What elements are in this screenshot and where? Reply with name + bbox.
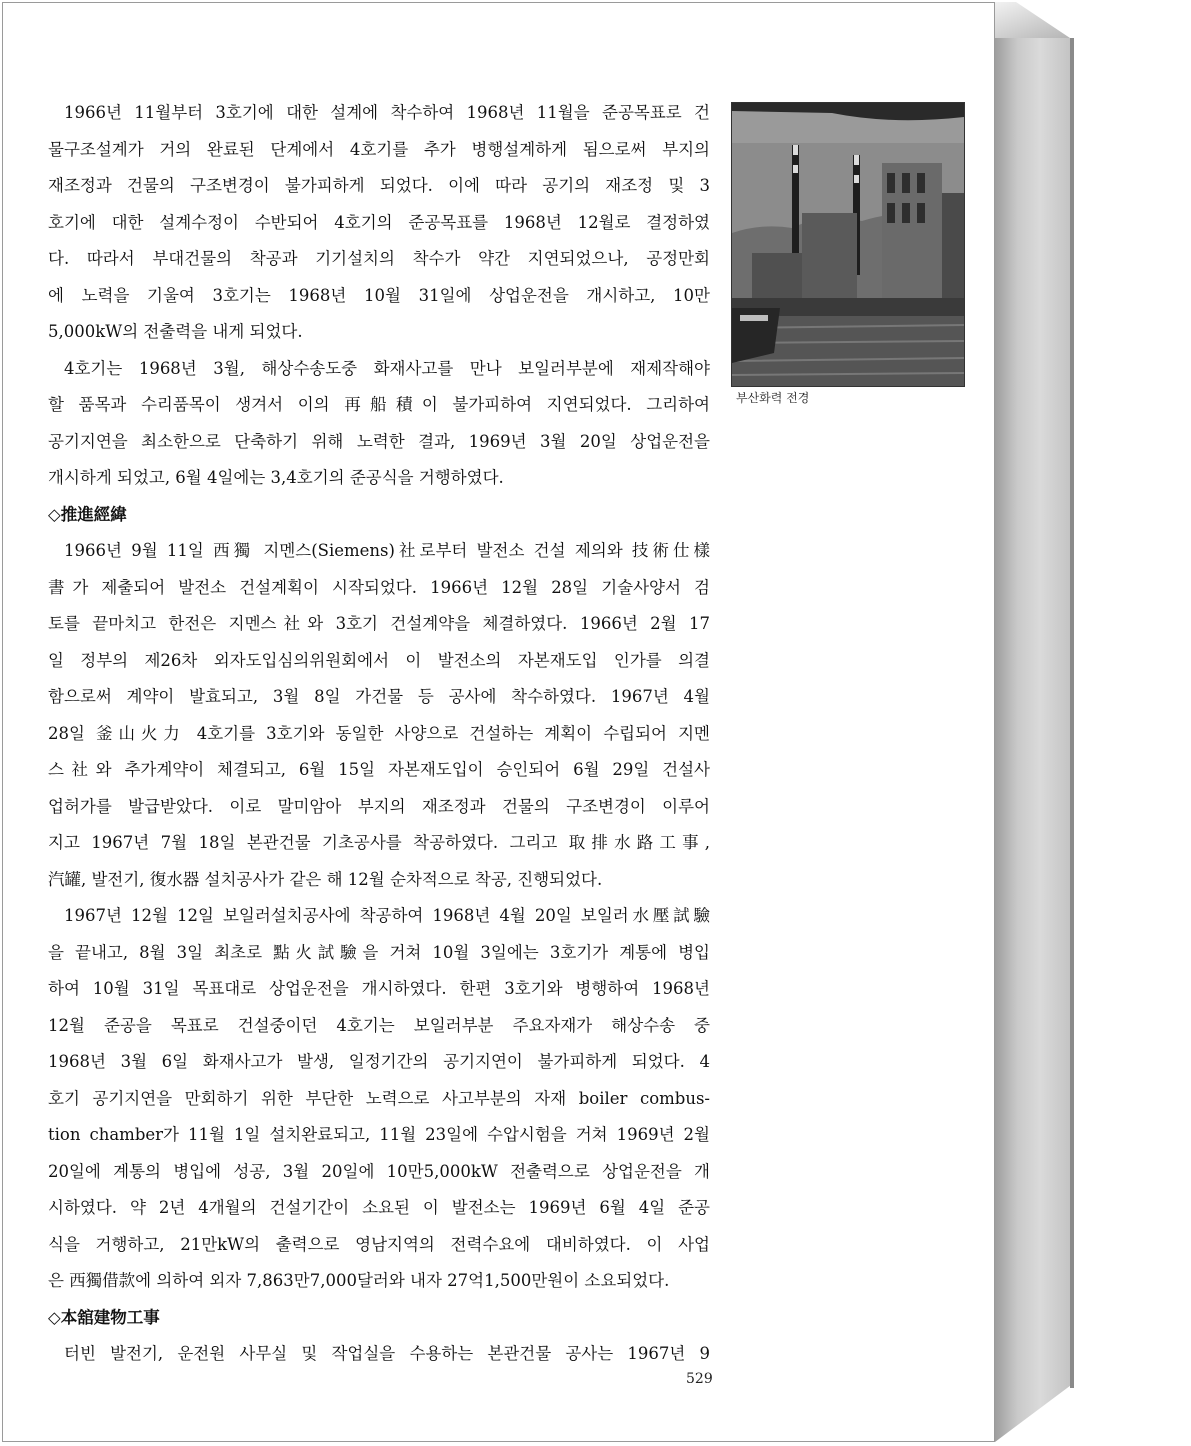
- text-line: 20일에 계통의 병입에 성공, 3월 20일에 10만5,000kW 전출력으로 상업운전을 개: [48, 1161, 710, 1181]
- section-heading: ◇本舘建物工事: [48, 1307, 160, 1327]
- text-line: 汽罐, 발전기, 復水器 설치공사가 같은 해 12월 순차적으로 착공, 진행되었다.: [48, 869, 603, 889]
- text-line: 은 西獨借款에 의하여 외자 7,863만7,000달러와 내자 27억1,500만원이 소요되었다.: [48, 1271, 670, 1290]
- text-line: 호기에 대한 설계수정이 수반되어 4호기의 준공목표를 1968년 12월로 결정하였: [48, 212, 710, 232]
- text-line: 할 품목과 수리품목이 생겨서 이의 再船積이 불가피하여 지연되었다. 그리하여: [48, 395, 710, 414]
- text-line: 4호기는 1968년 3월, 해상수송도중 화재사고를 만나 보일러부분에 재제작해야: [64, 358, 710, 378]
- text-line: 지고 1967년 7월 18일 본관건물 기초공사를 착공하였다. 그리고 取排水路工事,: [48, 833, 710, 852]
- text-line: 개시하게 되었고, 6월 4일에는 3,4호기의 준공식을 거행하였다.: [48, 468, 504, 487]
- text-line: 1968년 3월 6일 화재사고가 발생, 일정기간의 공기지연이 불가피하게 되었다. 4: [48, 1052, 710, 1071]
- text-line: 업허가를 발급받았다. 이로 말미암아 부지의 재조정과 건물의 구조변경이 이루어: [48, 796, 710, 816]
- text-line: 공기지연을 최소한으로 단축하기 위해 노력한 결과, 1969년 3월 20일 상업운전을: [48, 431, 710, 451]
- book-spine-top: [995, 2, 1070, 38]
- document-page: [2, 2, 995, 1442]
- text-line: 시하였다. 약 2년 4개월의 건설기간이 소요된 이 발전소는 1969년 6월 4일 준공: [48, 1198, 710, 1217]
- text-line: 식을 거행하고, 21만kW의 출력으로 영남지역의 전력수요에 대비하였다. 이 사업: [48, 1234, 710, 1254]
- text-line: 에 노력을 기울여 3호기는 1968년 10월 31일에 상업운전을 개시하고, 10만: [48, 285, 710, 305]
- text-line: 함으로써 계약이 발효되고, 3월 8일 가건물 등 공사에 착수하였다. 1967년 4월: [48, 687, 710, 706]
- text-line: 1966년 9월 11일 西獨 지멘스(Siemens)社로부터 발전소 건설 제의와 技術仕樣: [64, 541, 710, 560]
- power-plant-photo: [731, 102, 965, 387]
- book-spine-edge: [1070, 38, 1074, 1388]
- text-line: 터빈 발전기, 운전원 사무실 및 작업실을 수용하는 본관건물 공사는 1967년 9: [64, 1344, 710, 1363]
- text-line: 토를 끝마치고 한전은 지멘스社와 3호기 건설계약을 체결하였다. 1966년 2월 17: [48, 614, 710, 633]
- text-line: 을 끝내고, 8월 3일 최초로 點火試驗을 거쳐 10월 3일에는 3호기가 계통에 병입: [48, 942, 710, 962]
- text-line: 書가 제출되어 발전소 건설계획이 시작되었다. 1966년 12월 28일 기술사양서 검: [48, 577, 710, 597]
- text-line: 스社와 추가계약이 체결되고, 6월 15일 자본재도입이 승인되어 6월 29일 건설사: [48, 760, 710, 779]
- text-line: 다. 따라서 부대건물의 착공과 기기설치의 착수가 약간 지연되었으나, 공정만회: [48, 249, 710, 268]
- page-number: 529: [686, 1371, 713, 1387]
- text-line: 물구조설계가 거의 완료된 단계에서 4호기를 추가 병행설계하게 됨으로써 부지의: [48, 139, 710, 159]
- text-line: 1966년 11월부터 3호기에 대한 설계에 착수하여 1968년 11월을 준공목표로 건: [64, 103, 710, 122]
- text-line: 5,000kW의 전출력을 내게 되었다.: [48, 322, 303, 341]
- text-line: 재조정과 건물의 구조변경이 불가피하게 되었다. 이에 따라 공기의 재조정 및 3: [48, 176, 710, 195]
- text-line: 12월 준공을 목표로 건설중이던 4호기는 보일러부분 주요자재가 해상수송 중: [48, 1015, 710, 1035]
- text-line: 호기 공기지연을 만회하기 위한 부단한 노력으로 사고부분의 자재 boiler combus-: [48, 1088, 710, 1108]
- book-spine: [995, 38, 1070, 1442]
- text-line: 일 정부의 제26차 외자도입심의위원회에서 이 발전소의 자본재도입 인가를 의결: [48, 650, 710, 670]
- text-line: tion chamber가 11월 1일 설치완료되고, 11월 23일에 수압시험을 거쳐 1969년 2월: [48, 1125, 710, 1144]
- photo-caption: 부산화력 전경: [736, 391, 810, 405]
- text-line: 28일 釜山火力 4호기를 3호기와 동일한 사양으로 건설하는 계획이 수립되어 지멘: [48, 723, 710, 743]
- body-text: [48, 95, 710, 1373]
- text-line: 1967년 12월 12일 보일러설치공사에 착공하여 1968년 4월 20일 보일러水壓試驗: [64, 906, 710, 925]
- text-line: 하여 10월 31일 목표대로 상업운전을 개시하였다. 한편 3호기와 병행하여 1968년: [48, 979, 710, 998]
- section-heading: ◇推進經緯: [48, 504, 127, 524]
